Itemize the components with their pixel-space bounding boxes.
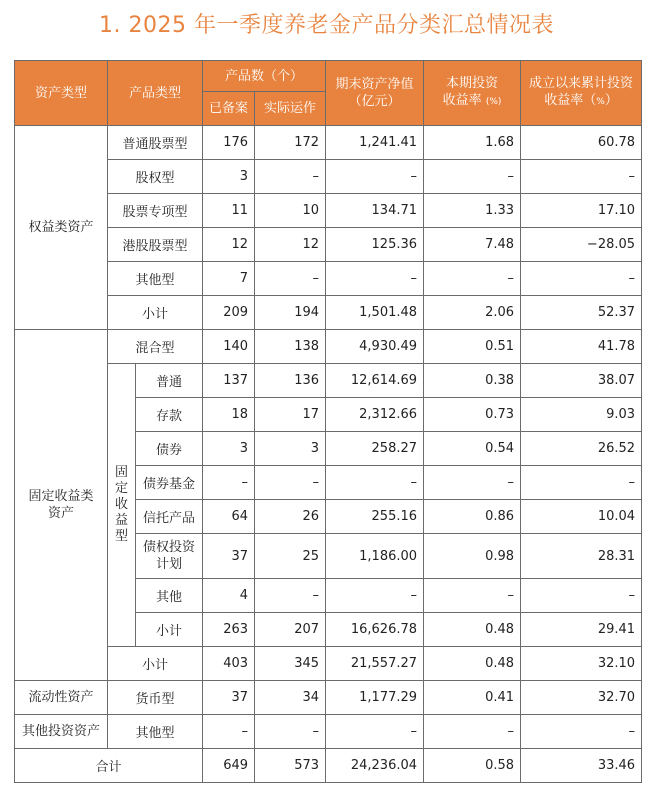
cell-filed: 3 — [203, 432, 255, 466]
cell-cum-return: −28.05 — [521, 228, 642, 262]
cell-operating: – — [255, 579, 326, 613]
header-period-return — [424, 61, 521, 126]
cell-nav: 134.71 — [326, 194, 424, 228]
cell-period-return: 0.86 — [424, 500, 521, 534]
cell-nav: – — [326, 160, 424, 194]
cell-nav: 1,177.29 — [326, 681, 424, 715]
header-operating: 实际运作 — [255, 92, 326, 126]
table-row — [15, 296, 642, 330]
cell-filed: – — [203, 715, 255, 749]
cell-period-return: 0.98 — [424, 534, 521, 579]
product-name: 港股股票型 — [108, 228, 203, 262]
cell-operating: – — [255, 466, 326, 500]
cell-operating: – — [255, 160, 326, 194]
cell-cum-return: – — [521, 262, 642, 296]
cell-operating: 3 — [255, 432, 326, 466]
cell-cum-return: 28.31 — [521, 534, 642, 579]
cell-filed: 176 — [203, 126, 255, 160]
cell-nav: 1,501.48 — [326, 296, 424, 330]
cell-period-return: 7.48 — [424, 228, 521, 262]
header-asset-type: 资产类型 — [15, 61, 108, 126]
cell-period-return: – — [424, 160, 521, 194]
cell-filed: 649 — [203, 749, 255, 783]
cell-filed: 37 — [203, 681, 255, 715]
cell-nav: 12,614.69 — [326, 364, 424, 398]
header-cum-return-close: ） — [604, 93, 618, 108]
cell-nav: 1,186.00 — [326, 534, 424, 579]
group-fixed-income-line2: 资产 — [47, 506, 74, 521]
product-name: 债券基金 — [136, 466, 203, 500]
cell-cum-return: 32.10 — [521, 647, 642, 681]
cell-period-return: 0.38 — [424, 364, 521, 398]
cell-nav: 21,557.27 — [326, 647, 424, 681]
cell-nav: 16,626.78 — [326, 613, 424, 647]
header-cum-return-unit: % — [596, 97, 605, 107]
product-name-line2: 计划 — [156, 557, 183, 572]
product-name: 信托产品 — [136, 500, 203, 534]
cell-operating: 10 — [255, 194, 326, 228]
cell-filed: 64 — [203, 500, 255, 534]
cell-cum-return: 10.04 — [521, 500, 642, 534]
header-period-return-line1: 本期投资 — [446, 76, 499, 91]
group-fixed-income — [15, 330, 108, 681]
cell-filed: 209 — [203, 296, 255, 330]
vertical-label-char: 收 — [114, 497, 128, 512]
product-name: 股权型 — [108, 160, 203, 194]
cell-operating: 573 — [255, 749, 326, 783]
cell-period-return: – — [424, 579, 521, 613]
table-row — [15, 647, 642, 681]
pension-product-summary-table — [14, 60, 642, 783]
cell-period-return: 0.51 — [424, 330, 521, 364]
cell-nav: 125.36 — [326, 228, 424, 262]
product-name: 存款 — [136, 398, 203, 432]
cell-cum-return: 17.10 — [521, 194, 642, 228]
cell-operating: 17 — [255, 398, 326, 432]
cell-filed: 140 — [203, 330, 255, 364]
cell-operating: 26 — [255, 500, 326, 534]
header-filed: 已备案 — [203, 92, 255, 126]
cell-period-return: – — [424, 466, 521, 500]
product-name: 混合型 — [108, 330, 203, 364]
table-row — [15, 749, 642, 783]
cell-cum-return: 41.78 — [521, 330, 642, 364]
product-name: 其他型 — [108, 715, 203, 749]
cell-operating: 136 — [255, 364, 326, 398]
cell-period-return: 0.54 — [424, 432, 521, 466]
cell-operating: 345 — [255, 647, 326, 681]
table-row — [15, 194, 642, 228]
cell-operating: – — [255, 262, 326, 296]
cell-period-return: 0.58 — [424, 749, 521, 783]
cell-period-return: 1.68 — [424, 126, 521, 160]
subtotal-label: 小计 — [108, 296, 203, 330]
group-fixed-income-line1: 固定收益类 — [28, 489, 94, 504]
group-other: 其他投资资产 — [15, 715, 108, 749]
group-liquidity: 流动性资产 — [15, 681, 108, 715]
header-cum-return-line2: 收益率（ — [544, 93, 597, 108]
product-name-line1: 债权投资 — [143, 540, 196, 555]
product-name: 股票专项型 — [108, 194, 203, 228]
cell-period-return: 0.73 — [424, 398, 521, 432]
cell-cum-return: 52.37 — [521, 296, 642, 330]
vertical-label-char: 益 — [114, 513, 128, 528]
table-row — [15, 364, 642, 398]
header-product-type: 产品类型 — [108, 61, 203, 126]
cell-cum-return: – — [521, 715, 642, 749]
cell-period-return: 0.48 — [424, 647, 521, 681]
cell-cum-return: 33.46 — [521, 749, 642, 783]
cell-nav: 258.27 — [326, 432, 424, 466]
cell-nav: 2,312.66 — [326, 398, 424, 432]
cell-period-return: 2.06 — [424, 296, 521, 330]
cell-nav: 4,930.49 — [326, 330, 424, 364]
cell-period-return: – — [424, 262, 521, 296]
product-name: 普通 — [136, 364, 203, 398]
table-row — [15, 228, 642, 262]
header-period-return-line2: 收益率 — [442, 93, 482, 108]
cell-cum-return: 32.70 — [521, 681, 642, 715]
cell-operating: 172 — [255, 126, 326, 160]
cell-filed: 3 — [203, 160, 255, 194]
cell-nav: 24,236.04 — [326, 749, 424, 783]
cell-operating: 12 — [255, 228, 326, 262]
cell-cum-return: 29.41 — [521, 613, 642, 647]
cell-filed: 18 — [203, 398, 255, 432]
cell-operating: 194 — [255, 296, 326, 330]
total-label: 合计 — [15, 749, 203, 783]
header-period-return-unit: (%) — [485, 97, 502, 107]
cell-nav: – — [326, 579, 424, 613]
cell-nav: 255.16 — [326, 500, 424, 534]
table-row — [15, 330, 642, 364]
table-row — [15, 160, 642, 194]
cell-cum-return: 38.07 — [521, 364, 642, 398]
product-name: 货币型 — [108, 681, 203, 715]
cell-filed: 12 — [203, 228, 255, 262]
vertical-label-char: 定 — [114, 481, 128, 496]
cell-filed: 263 — [203, 613, 255, 647]
cell-period-return: – — [424, 715, 521, 749]
cell-filed: 137 — [203, 364, 255, 398]
cell-nav: – — [326, 466, 424, 500]
vertical-label-char: 型 — [114, 529, 128, 544]
fixed-income-type-vertical-label — [114, 465, 129, 545]
header-product-count: 产品数（个） — [203, 61, 326, 92]
cell-cum-return: – — [521, 466, 642, 500]
table-row — [15, 715, 642, 749]
cell-operating: 25 — [255, 534, 326, 579]
product-name: 其他型 — [108, 262, 203, 296]
cell-operating: 138 — [255, 330, 326, 364]
cell-filed: – — [203, 466, 255, 500]
cell-nav: 1,241.41 — [326, 126, 424, 160]
header-cum-return-line1: 成立以来累计投资 — [529, 76, 634, 91]
table-row — [15, 681, 642, 715]
cell-operating: 34 — [255, 681, 326, 715]
cell-nav: – — [326, 262, 424, 296]
cell-operating: – — [255, 715, 326, 749]
table-row — [15, 126, 642, 160]
subtotal-label: 小计 — [108, 647, 203, 681]
table-row — [15, 262, 642, 296]
cell-filed: 4 — [203, 579, 255, 613]
cell-filed: 37 — [203, 534, 255, 579]
product-name — [136, 534, 203, 579]
product-name: 债券 — [136, 432, 203, 466]
group-equity: 权益类资产 — [15, 126, 108, 330]
header-nav — [326, 61, 424, 126]
cell-operating: 207 — [255, 613, 326, 647]
cell-period-return: 0.48 — [424, 613, 521, 647]
vertical-label-char: 固 — [114, 465, 128, 480]
cell-cum-return: 60.78 — [521, 126, 642, 160]
product-name: 普通股票型 — [108, 126, 203, 160]
cell-cum-return: – — [521, 160, 642, 194]
header-nav-line1: 期末资产净值 — [335, 77, 414, 92]
group-fixed-income-type — [108, 364, 136, 647]
cell-nav: – — [326, 715, 424, 749]
table-title: 1. 2025 年一季度养老金产品分类汇总情况表 — [99, 13, 554, 38]
header-cum-return — [521, 61, 642, 126]
cell-period-return: 1.33 — [424, 194, 521, 228]
cell-cum-return: 9.03 — [521, 398, 642, 432]
header-nav-line2: （亿元） — [348, 94, 401, 109]
cell-filed: 11 — [203, 194, 255, 228]
cell-period-return: 0.41 — [424, 681, 521, 715]
product-name: 其他 — [136, 579, 203, 613]
cell-filed: 403 — [203, 647, 255, 681]
cell-filed: 7 — [203, 262, 255, 296]
cell-cum-return: – — [521, 579, 642, 613]
cell-cum-return: 26.52 — [521, 432, 642, 466]
subtotal-label: 小计 — [136, 613, 203, 647]
